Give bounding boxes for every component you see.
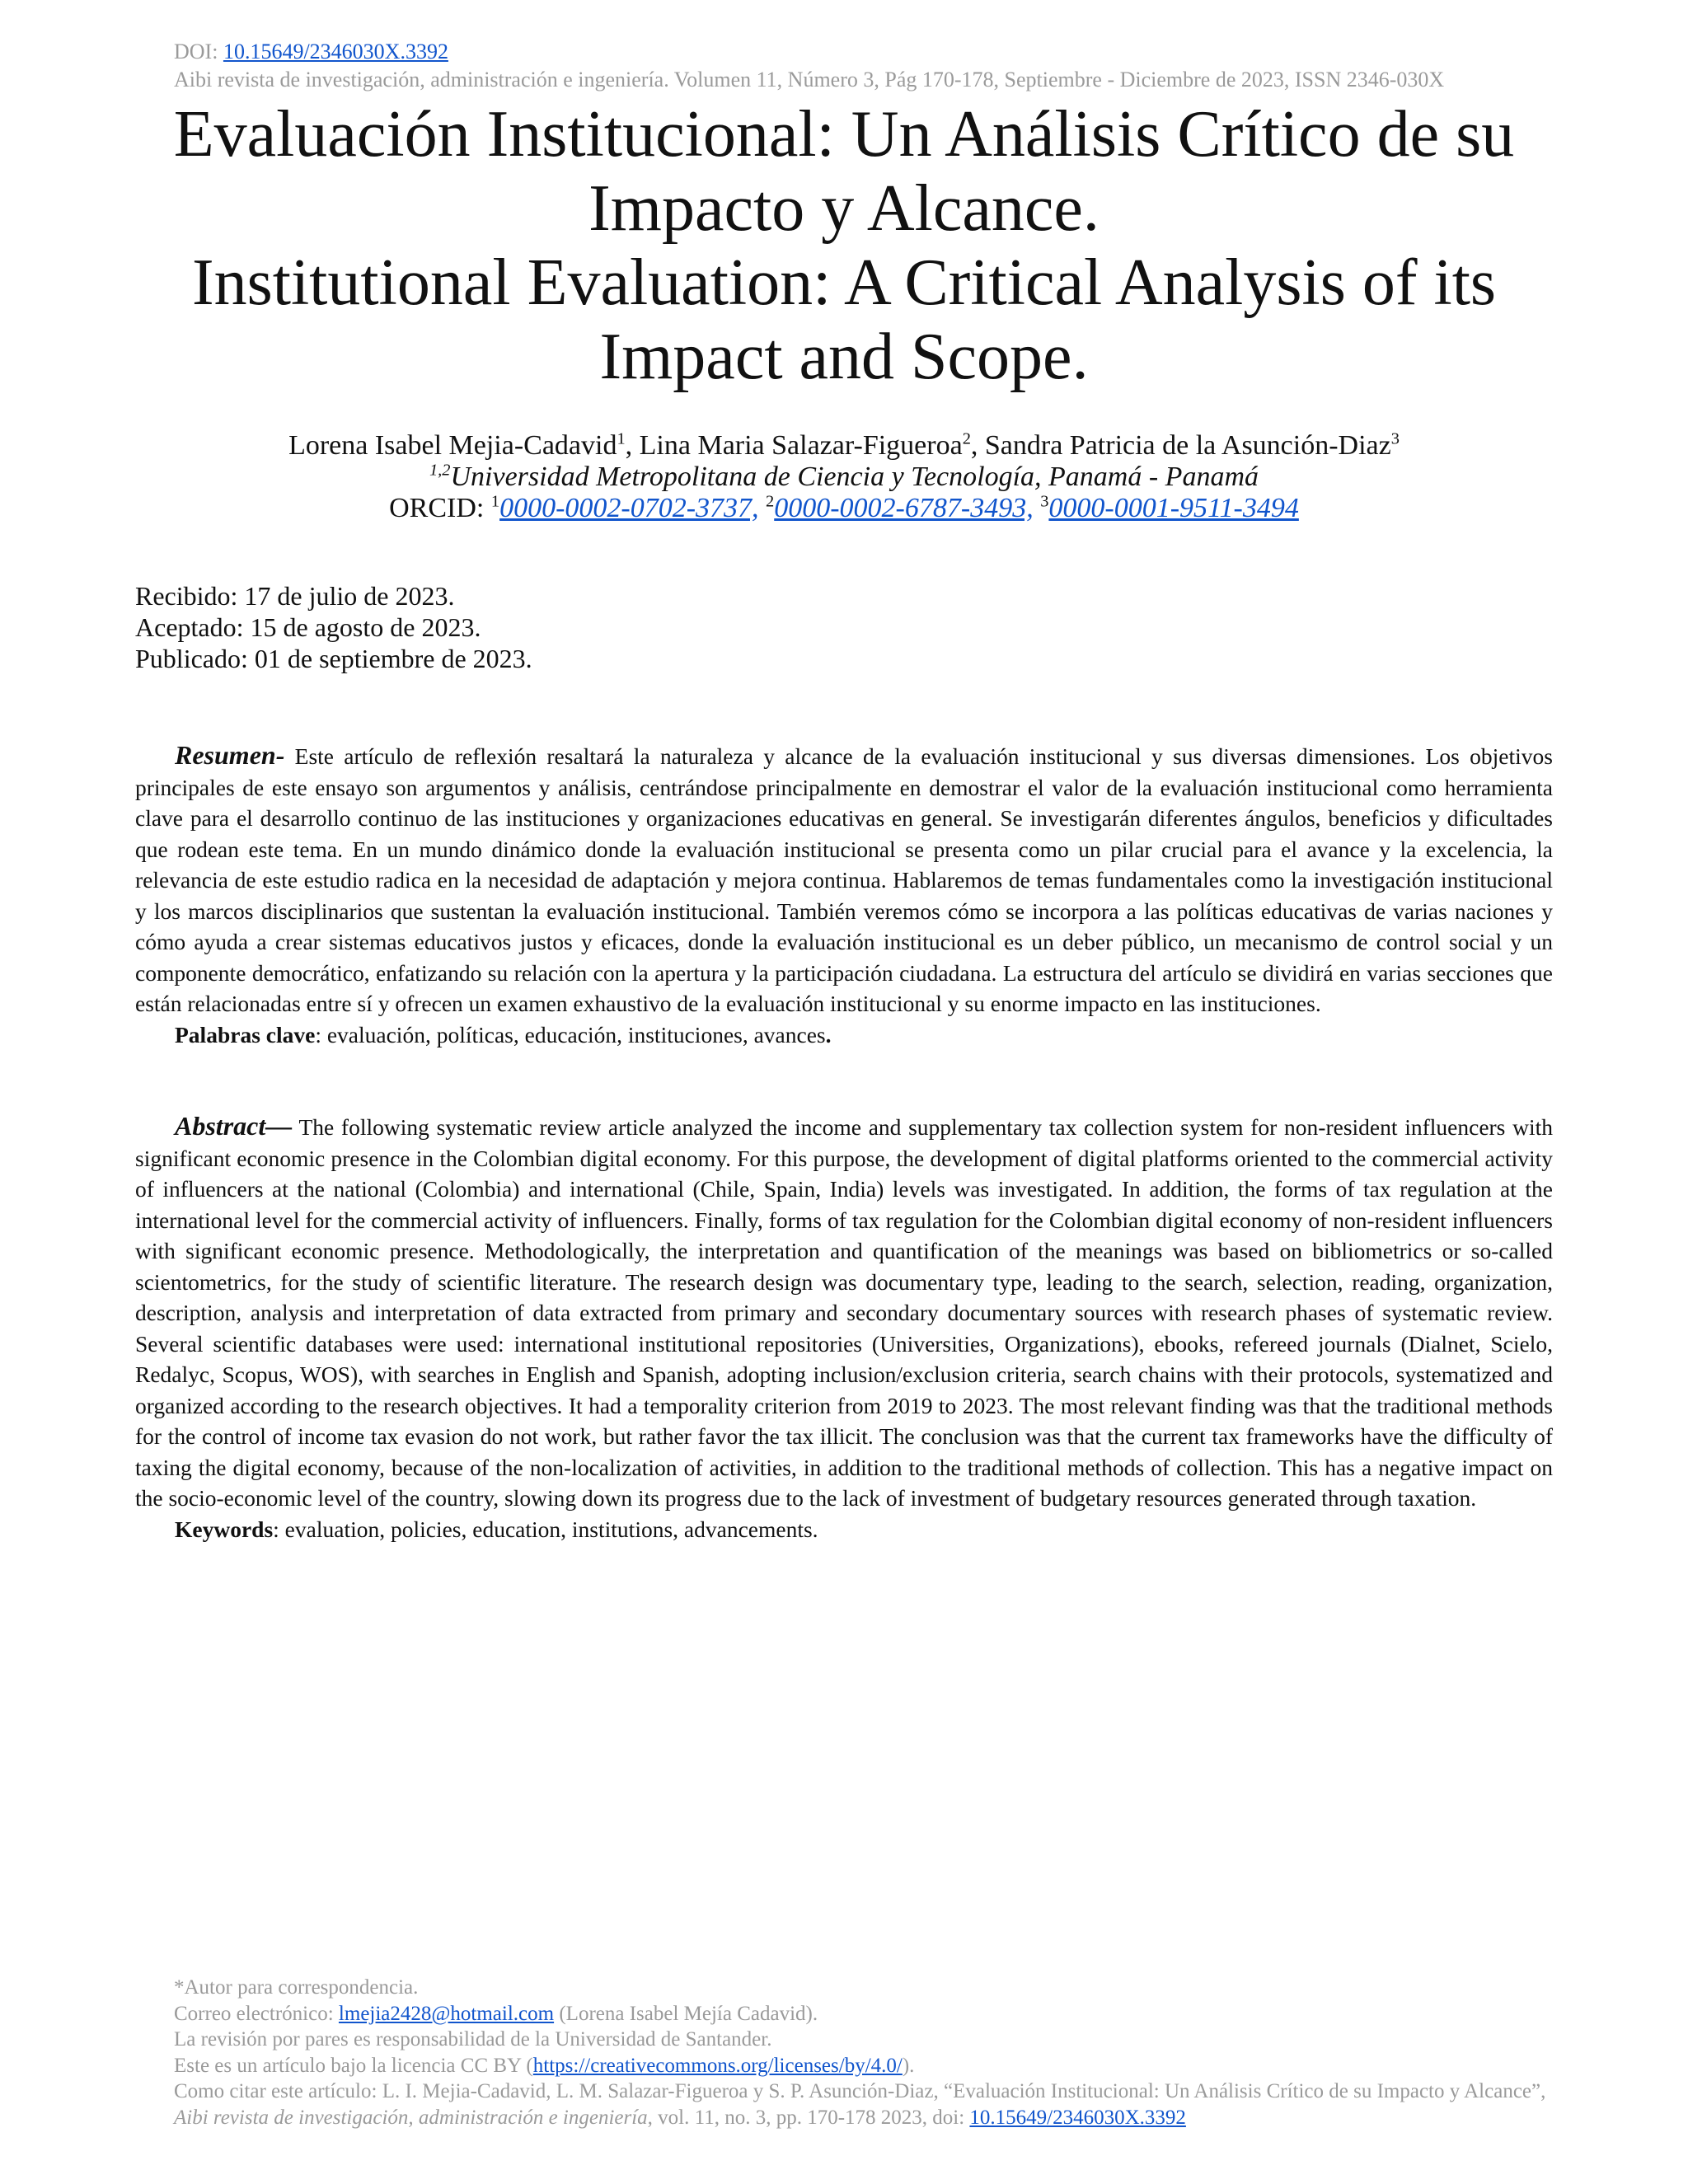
resumen-paragraph <box>135 740 1553 1019</box>
author-2: Lina Maria Salazar-Figueroa <box>639 430 963 461</box>
corresponding-note: *Autor para correspondencia. <box>174 1976 419 1999</box>
orcid-1-sup: 1 <box>490 492 500 511</box>
title-en-line2: Impact and Scope. <box>599 321 1089 393</box>
palabras-clave-label: Palabras clave <box>175 1021 316 1047</box>
paper-title <box>115 97 1573 394</box>
citation-doi-link[interactable]: 10.15649/2346030X.3392 <box>969 2106 1186 2129</box>
orcid-line <box>115 493 1573 524</box>
resumen-text: Este artículo de reflexión resaltará la naturaleza y alcance de la evaluación institucional y sus diversas dimensiones. Los objetivos principales de este ensayo son argumentos y análisis, centrándose principalmente en demostrar el valor de la evaluación institucional como herramienta clave para el desarrollo continuo de las instituciones y organizaciones educativas en general. Se investigarán diferentes ángulos, beneficios y dificultades que rodean este tema. En un mundo dinámico donde la evaluación institucional se presenta como un pilar crucial para el avance y la excelencia, la relevancia de este estudio radica en la necesidad de adaptación y mejora continua. Hablaremos de temas fundamentales como la investigación institucional y los marcos disciplinarios que sustentan la evaluación institucional. También veremos cómo se incorpora a las políticas educativas de varias naciones y cómo ayuda a crear sistemas educativos justos y eficaces, donde la evaluación institucional es un deber público, un mecanismo de control social y un componente democrático, enfatizando su relación con la apertura y la participación ciudadana. La estructura del artículo se dividirá en varias secciones que están relacionadas entre sí y ofrecen un examen exhaustivo de la evaluación institucional y su enorme impacto en las instituciones. <box>135 743 1553 1016</box>
keywords-label: Keywords <box>175 1516 274 1542</box>
citation-pre: Como citar este artículo: L. I. Mejia-Cadavid, L. M. Salazar-Figueroa y S. P. Asunción-Diaz, “Evaluación Institucional: Un Análisis Crítico de su Impacto y Alcance”, <box>174 2080 1546 2102</box>
peer-review-note: La revisión por pares es responsabilidad de la Universidad de Santander. <box>174 2028 772 2050</box>
orcid-3-sup: 3 <box>1040 492 1049 511</box>
license-line <box>174 2053 1559 2079</box>
palabras-clave <box>135 1019 1553 1051</box>
email-name: (Lorena Isabel Mejía Cadavid). <box>554 2002 818 2025</box>
resumen-section <box>135 740 1553 1050</box>
orcid-3-link[interactable]: 0000-0001-9511-3494 <box>1048 493 1299 523</box>
affiliation-sup: 1,2 <box>429 461 451 480</box>
abstract-text: The following systematic review article analyzed the income and supplementary tax collection system for non-resident influencers with significant economic presence in the Colombian digital economy. For this purpose, the development of digital platforms oriented to the commercial activity of influencers at the national (Colombia) and international (Chile, Spain, India) levels was investigated. In addition, the forms of tax regulation at the international level for the commercial activity of influencers. Finally, forms of tax regulation for the Colombian digital economy of non-resident influencers with significant economic presence. Methodologically, the interpretation and quantification of the meanings was based on bibliometrics or so-called scientometrics, for the study of scientific literature. The research design was documentary type, leading to the search, selection, reading, organization, description, analysis and interpretation of data extracted from primary and secondary documentary sources with research phases of systematic review. Several scientific databases were used: international institutional repositories (Universities, Organizations), ebooks, refereed journals (Dialnet, Scielo, Redalyc, Scopus, WOS), with searches in English and Spanish, adopting inclusion/exclusion criteria, search chains with their protocols, systematized and organized according to the research objectives. It had a temporality criterion from 2019 to 2023. The most relevant finding was that the traditional methods for the control of income tax evasion do not work, but rather favor the tax illicit. The conclusion was that the current tax frameworks have the difficulty of taxing the digital economy, because of the non-localization of activities, in addition to the traditional methods of collection. This has a negative impact on the socio-economic level of the country, slowing down its progress due to the lack of investment of budgetary resources generated through taxation. <box>135 1114 1553 1511</box>
footnotes <box>174 1975 1559 2130</box>
orcid-2-sup: 2 <box>766 492 775 511</box>
title-es-line2: Impacto y Alcance. <box>588 172 1100 245</box>
title-es-line1: Evaluación Institucional: Un Análisis Crítico de su <box>173 98 1515 171</box>
author-separator: , <box>625 430 640 461</box>
running-header <box>174 38 1444 94</box>
author-3-sup: 3 <box>1390 429 1400 448</box>
affiliation-text: Universidad Metropolitana de Ciencia y Tecnología, Panamá - Panamá <box>450 462 1259 492</box>
date-published: Publicado: 01 de septiembre de 2023. <box>135 644 532 673</box>
abstract-paragraph <box>135 1111 1553 1514</box>
author-2-sup: 2 <box>962 429 971 448</box>
resumen-label: Resumen- <box>175 740 285 770</box>
author-separator: , <box>970 430 985 461</box>
citation-post: , vol. 11, no. 3, pp. 170-178 2023, doi: <box>647 2106 970 2129</box>
license-pre: Este es un artículo bajo la licencia CC BY ( <box>174 2054 533 2077</box>
citation-line <box>174 2079 1559 2130</box>
doi-line <box>174 38 1444 66</box>
title-en-line1: Institutional Evaluation: A Critical Analysis of its <box>191 246 1497 319</box>
publication-dates <box>135 580 532 674</box>
license-post: ). <box>902 2054 915 2077</box>
palabras-clave-end: . <box>825 1021 832 1047</box>
orcid-label: ORCID: <box>389 493 491 523</box>
author-1: Lorena Isabel Mejia-Cadavid <box>288 430 617 461</box>
date-accepted: Aceptado: 15 de agosto de 2023. <box>135 612 481 642</box>
author-list <box>115 430 1573 462</box>
abstract-label: Abstract— <box>175 1111 293 1141</box>
palabras-clave-text: : evaluación, políticas, educación, instituciones, avances <box>315 1021 826 1047</box>
keywords <box>135 1514 1553 1545</box>
author-1-sup: 1 <box>617 429 626 448</box>
author-3: Sandra Patricia de la Asunción-Diaz <box>984 430 1391 461</box>
orcid-1-link[interactable]: 0000-0002-0702-3737, <box>499 493 759 523</box>
email-link[interactable]: lmejia2428@hotmail.com <box>338 2002 555 2025</box>
email-line <box>174 2001 1559 2027</box>
date-received: Recibido: 17 de julio de 2023. <box>135 581 455 611</box>
citation-journal: Aibi revista de investigación, administración e ingeniería <box>174 2106 648 2129</box>
journal-line: Aibi revista de investigación, administración e ingeniería. Volumen 11, Número 3, Pág 170-178, Septiembre - Diciembre de 2023, ISSN 2346-030X <box>174 68 1445 91</box>
doi-link[interactable]: 10.15649/2346030X.3392 <box>223 40 448 63</box>
email-label: Correo electrónico: <box>174 2002 339 2025</box>
license-link[interactable]: https://creativecommons.org/licenses/by/4.0/ <box>532 2054 903 2077</box>
author-block <box>115 430 1573 524</box>
abstract-section <box>135 1111 1553 1544</box>
affiliation <box>115 462 1573 493</box>
orcid-2-link[interactable]: 0000-0002-6787-3493, <box>774 493 1034 523</box>
keywords-text: : evaluation, policies, education, institutions, advancements. <box>273 1516 818 1542</box>
doi-label: DOI: <box>174 40 223 63</box>
